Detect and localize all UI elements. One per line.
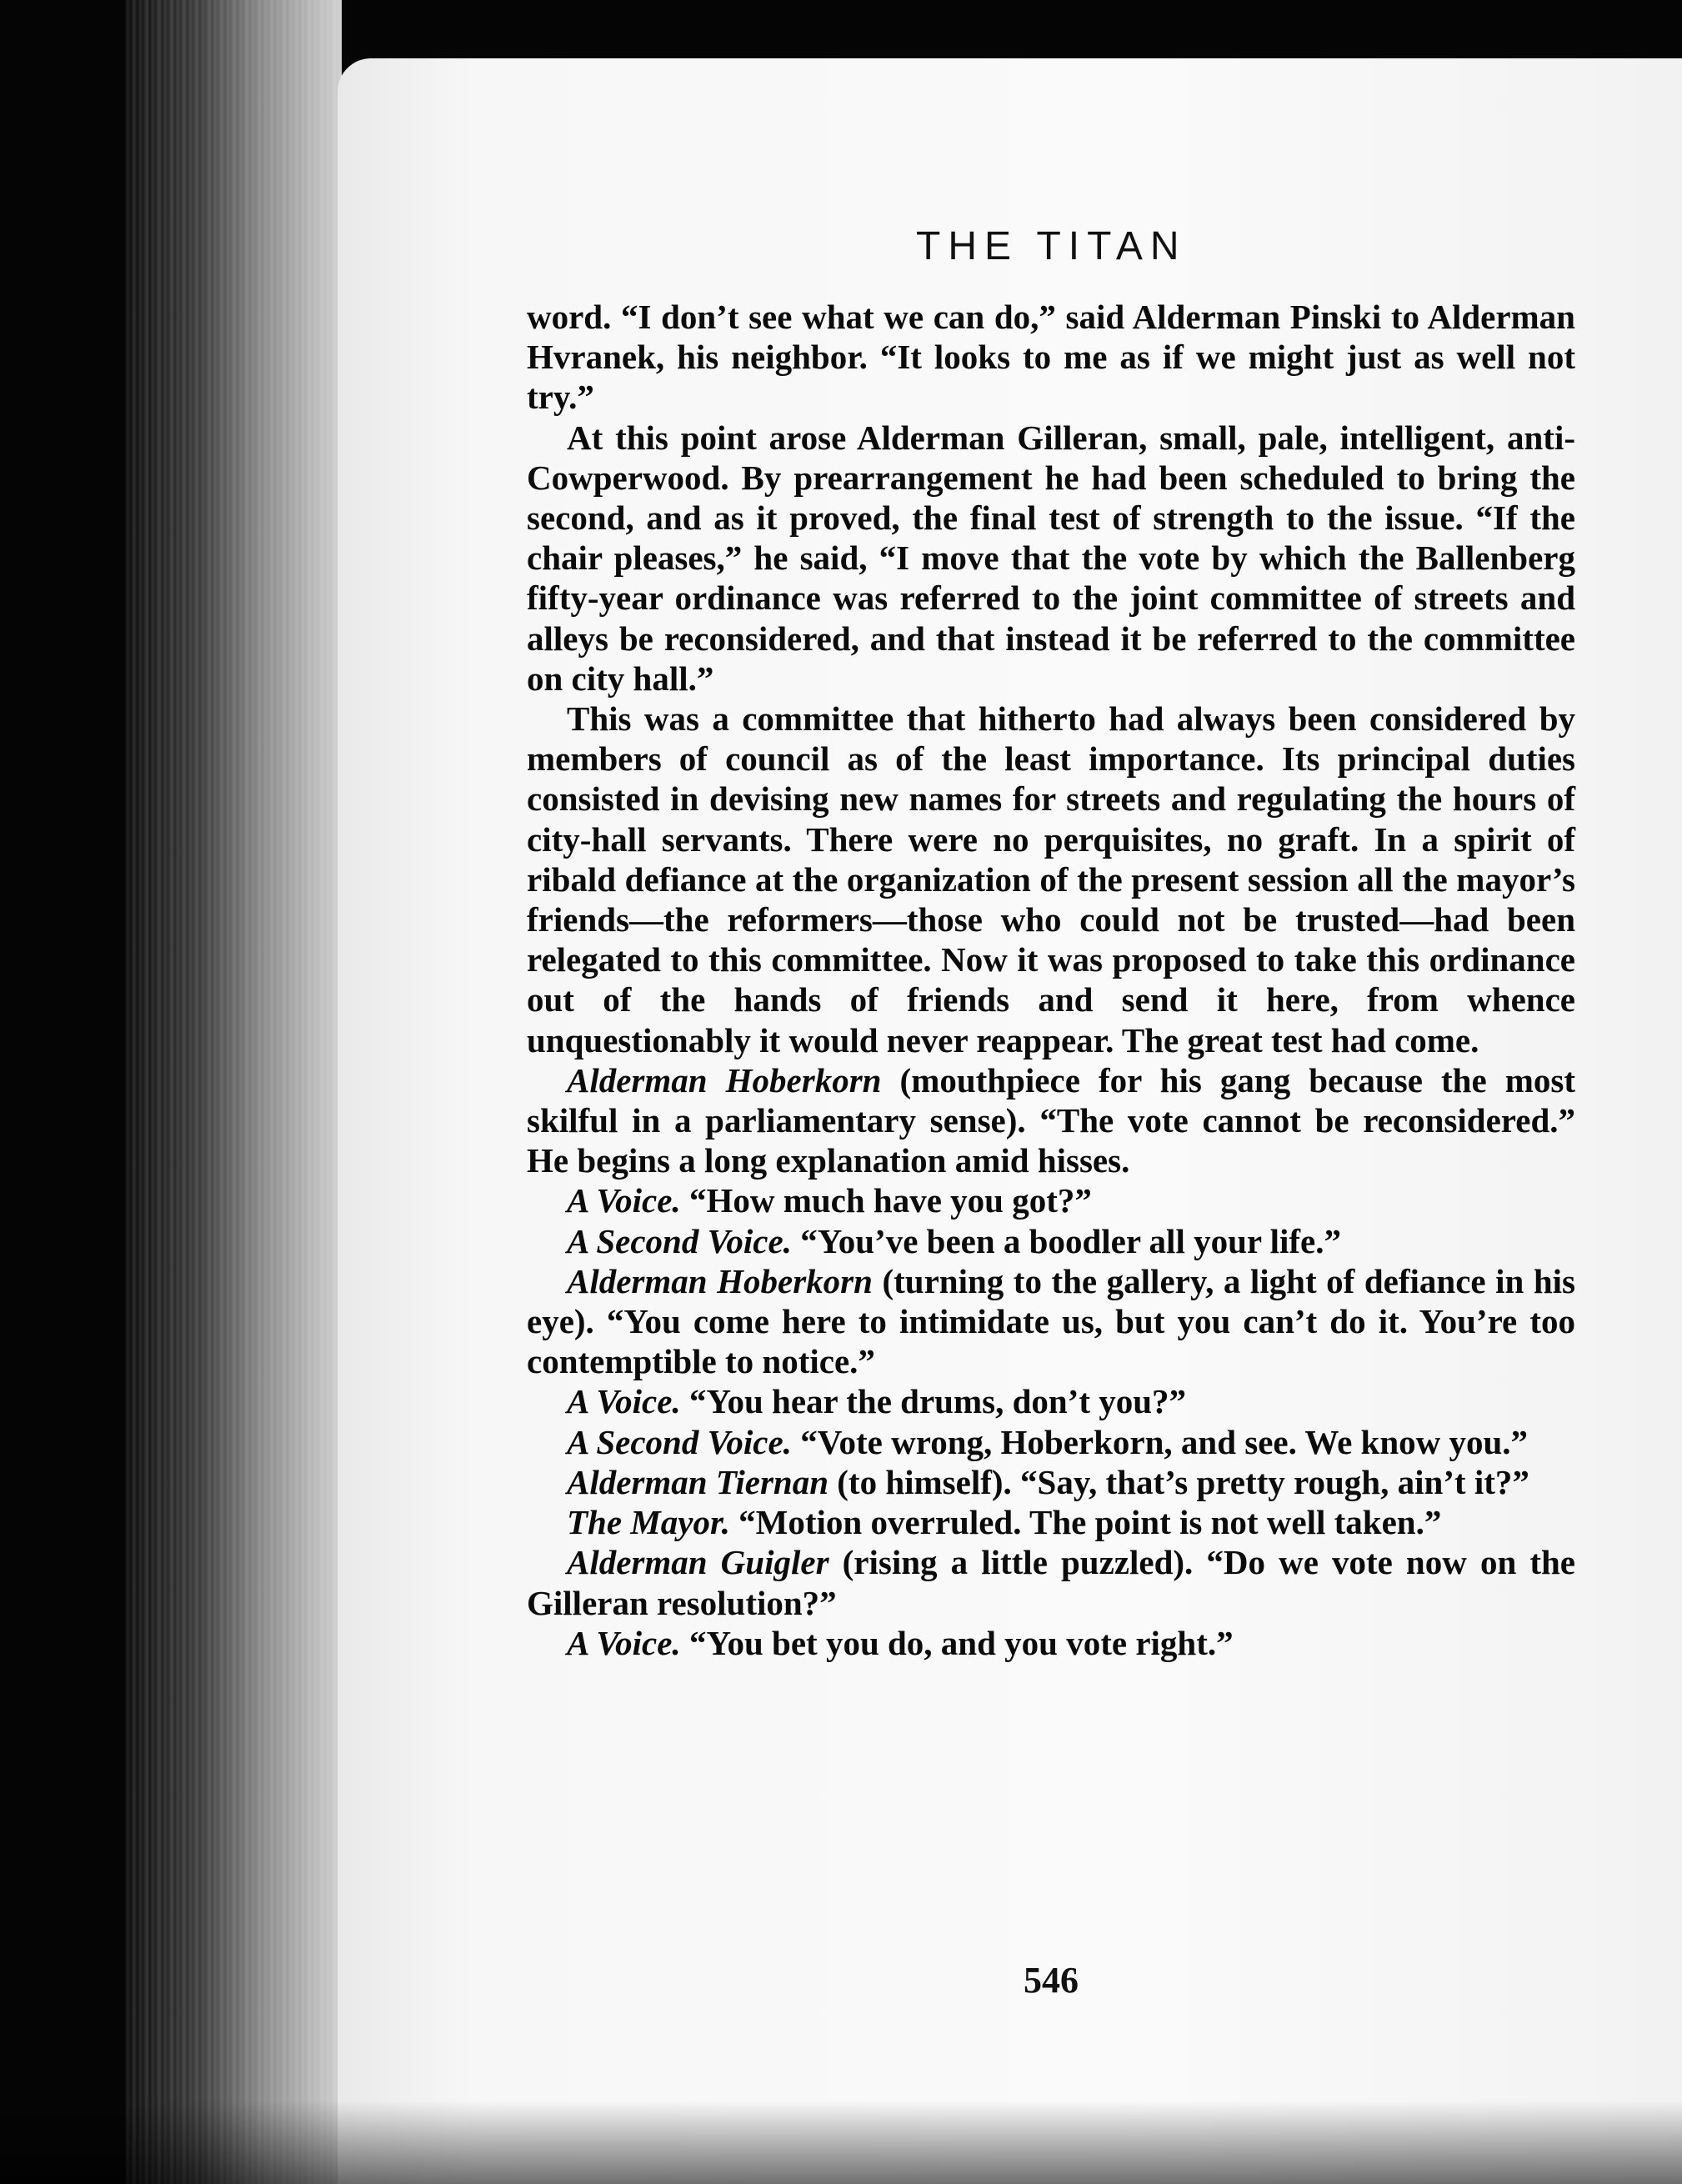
book-gutter <box>125 0 342 2184</box>
dialogue-text: (mouthpiece for his gang because the most skilful in a parliamentary sense). “The vote cannot be reconsidered.” He begins a long explanation amid hisses. <box>527 1060 1575 1180</box>
scan-edge-shadow <box>0 2101 1682 2184</box>
dialogue-text: “How much have you got?” <box>680 1181 1092 1220</box>
speaker-name: A Voice. <box>567 1623 681 1662</box>
paragraph <box>527 699 1575 1060</box>
paragraph <box>527 418 1575 699</box>
body-text <box>527 297 1575 1663</box>
dialogue-text: “You’ve been a boodler all your life.” <box>791 1221 1341 1260</box>
dialogue-line <box>527 1462 1575 1502</box>
page-number: 546 <box>1024 1960 1079 2001</box>
dialogue-text: “Vote wrong, Hoberkorn, and see. We know you.” <box>791 1422 1529 1461</box>
dialogue-text: (turning to the gallery, a light of defiance in his eye). “You come here to intimidate us, but you can’t do it. You’re too contemptible to notice.” <box>527 1261 1575 1381</box>
dialogue-line <box>527 1422 1575 1462</box>
speaker-name: Alderman Hoberkorn <box>567 1060 882 1100</box>
speaker-name: A Second Voice. <box>567 1221 792 1260</box>
dialogue-line <box>527 1381 1575 1421</box>
dialogue-line <box>527 1221 1575 1261</box>
paragraph <box>527 297 1575 418</box>
dialogue-line <box>527 1261 1575 1382</box>
paragraph-text: This was a committee that hitherto had always been considered by members of council as of the least importance. Its principal duties consisted in devising new names for streets and regulating the hours of city-hall servants. There were no perquisites, no graft. In a spirit of ribald defiance at the organization of the present session all the mayor’s friends—the reformers—those who could not be trusted—had been relegated to this committee. Now it was proposed to take this ordinance out of the hands of friends and send it here, from whence unquestionably it would never reappear. The great test had come. <box>527 699 1575 1059</box>
running-head: THE TITAN <box>916 224 1187 268</box>
speaker-name: A Voice. <box>567 1382 681 1421</box>
speaker-name: The Mayor. <box>567 1503 730 1542</box>
dialogue-line <box>527 1060 1575 1181</box>
speaker-name: Alderman Hoberkorn <box>567 1261 873 1300</box>
dialogue-text: (to himself). “Say, that’s pretty rough, ain’t it?” <box>828 1462 1529 1501</box>
speaker-name: A Voice. <box>567 1181 681 1220</box>
dialogue-text: “You hear the drums, don’t you?” <box>680 1382 1187 1421</box>
dialogue-text: “You bet you do, and you vote right.” <box>680 1623 1234 1662</box>
speaker-name: Alderman Tiernan <box>567 1462 829 1501</box>
dialogue-line <box>527 1180 1575 1220</box>
speaker-name: A Second Voice. <box>567 1422 792 1461</box>
dialogue-line <box>527 1542 1575 1622</box>
paragraph-text: At this point arose Alderman Gilleran, small, pale, intelligent, anti-Cowperwood. By prearrangement he had been scheduled to bring the second, and as it proved, the final test of strength to the issue. “If the chair pleases,” he said, “I move that the vote by which the Ballenberg fifty-year ordinance was referred to the joint committee of streets and alleys be reconsidered, and that instead it be referred to the committee on city hall.” <box>527 418 1575 698</box>
dialogue-text: “Motion overruled. The point is not well taken.” <box>729 1503 1442 1542</box>
paragraph-text: word. “I don’t see what we can do,” said Alderman Pinski to Alderman Hvranek, his neighbor. “It looks to me as if we might just as well not try.” <box>527 298 1575 417</box>
dialogue-line <box>527 1623 1575 1663</box>
dialogue-text: (rising a little puzzled). “Do we vote now on the Gilleran resolution?” <box>527 1543 1575 1622</box>
dialogue-line <box>527 1502 1575 1542</box>
speaker-name: Alderman Guigler <box>567 1543 829 1582</box>
